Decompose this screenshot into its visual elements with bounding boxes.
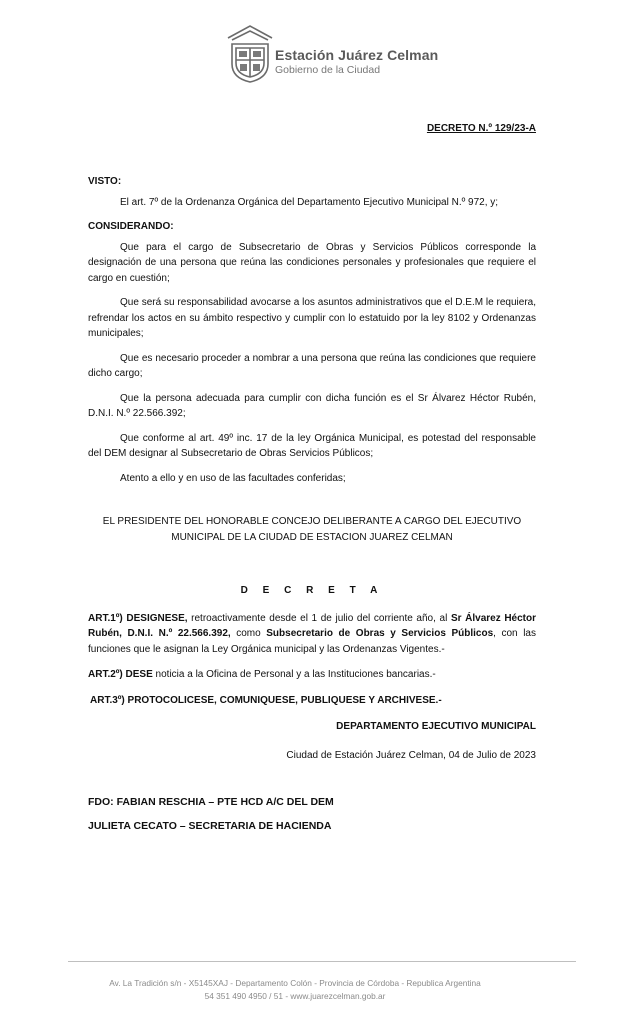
footer	[0, 977, 590, 1003]
article-1	[88, 611, 536, 658]
considerando-paragraph: Que es necesario proceder a nombrar a una persona que reúna las condiciones que requiere dicho cargo;	[88, 352, 536, 379]
considerando-paragraph: Que conforme al art. 49º inc. 17 de la ley Orgánica Municipal, es potestad del responsable del DEM designar al Subsecretario de Obras Servicios Públicos;	[88, 432, 536, 459]
article-1-person: Sr Álvarez Héctor Rubén, D.N.I. N.º 22.566.392,	[88, 612, 537, 639]
article-2-text: noticia a la Oficina de Personal y a las Instituciones bancarias.-	[152, 669, 436, 680]
article-1-lead: ART.1º) DESIGNESE,	[88, 612, 188, 624]
article-2-lead: ART.2º) DESE	[88, 669, 153, 680]
signature-line: JULIETA CECATO – SECRETARIA DE HACIENDA	[88, 819, 332, 832]
place-date: Ciudad de Estación Juárez Celman, 04 de Julio de 2023	[286, 749, 536, 761]
signature-line: FDO: FABIAN RESCHIA – PTE HCD A/C DEL DEM	[88, 796, 334, 808]
article-1-text: , con las funciones que le asignan la Ley Orgánica municipal y las Ordenanzas Vigentes.-	[88, 628, 536, 655]
president-heading: EL PRESIDENTE DEL HONORABLE CONCEJO DELIBERANTE A CARGO DEL EJECUTIVO MUNICIPAL DE LA CIUDAD DE ESTACION JUAREZ CELMAN	[102, 516, 522, 543]
footer-contact: 54 351 490 4950 / 51 - www.juarezcelman.gob.ar	[204, 991, 386, 1001]
article-2	[88, 667, 536, 683]
considerando-paragraph: Que será su responsabilidad avocarse a los asuntos administrativos que el D.E.M le requiera, refrendar los actos en su ámbito respectivo y cumplir con lo estatuido por la ley 8102 y Ordenanzas municipales;	[88, 297, 536, 339]
footer-address: Av. La Tradición s/n - X5145XAJ - Departamento Colón - Provincia de Córdoba - Republica Argentina	[109, 978, 481, 988]
decree-title: DECRETO N.º 129/23-A	[426, 123, 536, 134]
article-1-role: Subsecretario de Obras y Servicios Públicos	[266, 628, 494, 639]
department-signature: DEPARTAMENTO EJECUTIVO MUNICIPAL	[336, 721, 536, 732]
decreta-heading: D E C R E T A	[240, 585, 384, 596]
visto-label: VISTO:	[88, 176, 122, 187]
brand-name: Estación Juárez Celman	[275, 47, 439, 63]
article-3: ART.3º) PROTOCOLICESE, COMUNIQUESE, PUBLIQUESE Y ARCHIVESE.-	[90, 694, 442, 706]
brand-block	[275, 47, 438, 76]
footer-divider	[68, 961, 576, 962]
city-coat-of-arms-logo	[218, 22, 282, 86]
considerando-paragraph: Que para el cargo de Subsecretario de Obras y Servicios Públicos corresponde la designación de una persona que reúna las condiciones personales y profesionales que requiere el cargo en cuestión;	[88, 241, 536, 284]
considerando-paragraph: Atento a ello y en uso de las facultades conferidas;	[120, 472, 346, 484]
article-1-text: retroactivamente desde el 1 de julio del corriente año, al	[187, 612, 451, 624]
considerando-label: CONSIDERANDO:	[88, 221, 174, 232]
considerando-paragraph: Que la persona adecuada para cumplir con dicha función es el Sr Álvarez Héctor Rubén, D.N.I. N.º 22.566.392;	[88, 392, 536, 419]
document-body	[88, 174, 536, 834]
article-1-text: como	[230, 628, 267, 639]
visto-text: El art. 7º de la Ordenanza Orgánica del Departamento Ejecutivo Municipal N.º 972, y;	[120, 196, 499, 208]
brand-subtitle: Gobierno de la Ciudad	[275, 64, 381, 76]
